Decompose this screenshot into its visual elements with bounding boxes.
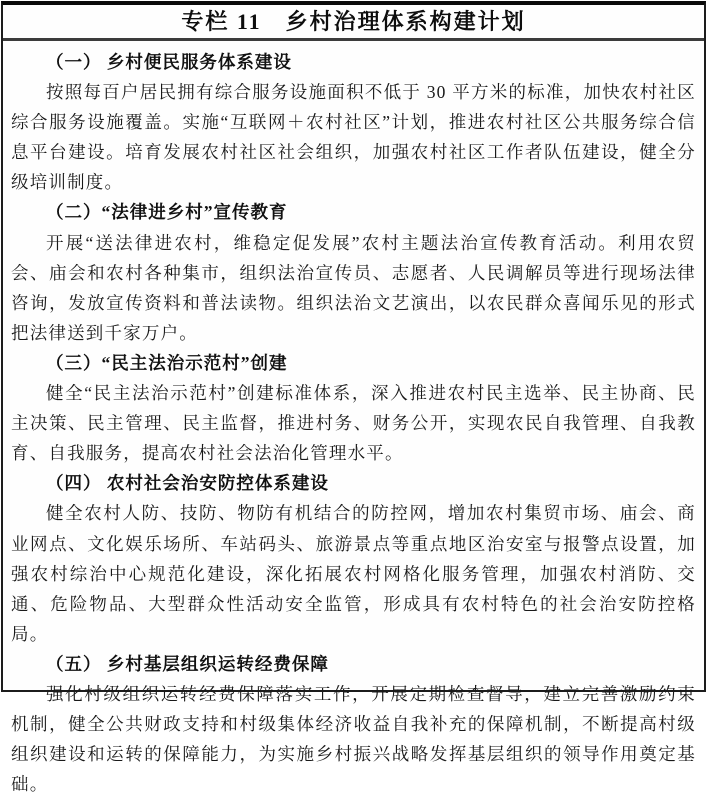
- section-1: [11, 47, 696, 197]
- section-2-paragraph: 开展“送法律进农村，维稳定促发展”农村主题法治宣传教育活动。利用农贸会、庙会和农村各种集市，组织法治宣传员、志愿者、人民调解员等进行现场法律咨询，发放宣传资料和普法读物。组织法治文艺演出，以农民群众喜闻乐见的形式把法律送到千家万户。: [11, 232, 696, 343]
- section-3-heading: （三）“民主法治示范村”创建: [46, 352, 288, 373]
- section-4-paragraph: 健全农村人防、技防、物防有机结合的防控网，增加农村集贸市场、庙会、商业网点、文化娱乐场所、车站码头、旅游景点等重点地区治安室与报警点设置，加强农村综治中心规范化建设，深化拓展农村网格化服务管理，加强农村消防、交通、危险物品、大型群众性活动安全监管，形成具有农村特色的社会治安防控格局。: [11, 503, 696, 644]
- section-4-heading: （四） 农村社会治安防控体系建设: [46, 473, 329, 494]
- section-5: [11, 649, 696, 799]
- panel-title: 专栏 11 乡村治理体系构建计划: [3, 5, 704, 41]
- section-5-heading: （五） 乡村基层组织运转经费保障: [46, 653, 329, 674]
- section-3: [11, 348, 696, 468]
- column-11-panel: [1, 1, 706, 795]
- section-2: [11, 197, 696, 347]
- panel-body: [3, 41, 704, 799]
- section-4: [11, 468, 696, 649]
- section-2-heading: （二）“法律进乡村”宣传教育: [46, 202, 288, 223]
- section-1-paragraph: 按照每百户居民拥有综合服务设施面积不低于 30 平方米的标准，加快农村社区综合服务设施覆盖。实施“互联网＋农村社区”计划，推进农村社区公共服务综合信息平台建设。培育发展农村社区社会组织，加强农村社区工作者队伍建设，健全分级培训制度。: [11, 82, 696, 193]
- section-5-paragraph: 强化村级组织运转经费保障落实工作，开展定期检查督导，建立完善激励约束机制，健全公共财政支持和村级集体经济收益自我补充的保障机制，不断提高村级组织建设和运转的保障能力，为实施乡村振兴战略发挥基层组织的领导作用奠定基础。: [11, 683, 696, 795]
- section-3-paragraph: 健全“民主法治示范村”创建标准体系，深入推进农村民主选举、民主协商、民主决策、民主管理、民主监督，推进村务、财务公开，实现农民自我管理、自我教育、自我服务，提高农村社会法治化管理水平。: [11, 383, 696, 464]
- section-1-heading: （一） 乡村便民服务体系建设: [46, 52, 292, 72]
